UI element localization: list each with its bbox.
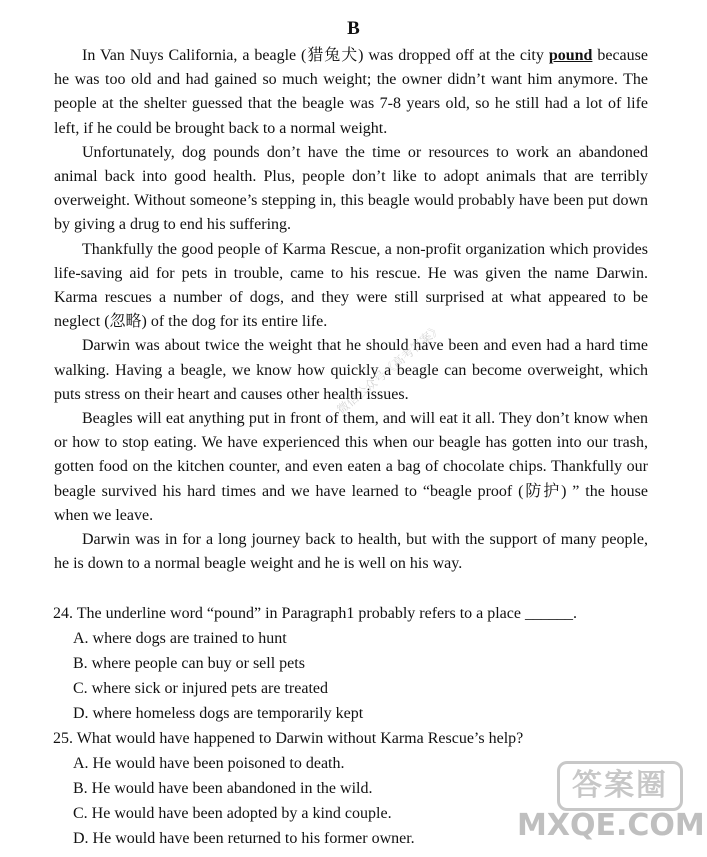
question-24 xyxy=(53,601,653,726)
option-a: A. He would have been poisoned to death. xyxy=(73,755,345,772)
question-stem: 24. The underline word “pound” in Paragraph1 probably refers to a place ______. xyxy=(53,605,577,622)
paragraph-1 xyxy=(54,44,648,141)
underlined-word-pound: pound xyxy=(548,47,593,64)
option-a: A. where dogs are trained to hunt xyxy=(73,630,287,647)
option-b: B. He would have been abandoned in the wild. xyxy=(73,780,373,797)
watermark-site-text: MXQE.COM xyxy=(517,808,705,843)
paragraph-1-start: In Van Nuys California, a beagle (猎兔犬) was dropped off at the city xyxy=(82,47,549,64)
paragraph-1-end: because he was too old and had gained so much weight; the owner didn’t want him anymore. The people at the shelter guessed that the beagle was 7-8 years old, so he still had a lot of life left, if he could be brought back to a normal weight. xyxy=(54,47,648,137)
section-title: B xyxy=(347,18,360,39)
option-c: C. where sick or injured pets are treated xyxy=(73,680,329,697)
option-b: B. where people can buy or sell pets xyxy=(73,655,305,672)
option-list xyxy=(53,626,653,726)
watermark-stamp: 微信公众号《高考答案》 xyxy=(334,321,445,418)
option-d: D. He would have been returned to his former owner. xyxy=(73,830,415,847)
paragraph-2: Unfortunately, dog pounds don’t have the time or resources to work an abandoned animal back into good health. Plus, people don’t like to adopt animals that are terribly overweight. Without someone’s stepping in, this beagle would probably have been put down by giving a drug to end his suffering. xyxy=(54,143,648,234)
paragraph-4: Darwin was about twice the weight that he should have been and even had a hard time walking. Having a beagle, we know how quickly a beagle can become overweight, which puts stress on their heart and causes other health issues. xyxy=(54,337,648,403)
paragraph-5: Beagles will eat anything put in front of them, and will eat it all. They don’t know when or how to stop eating. We have experienced this when our beagle has gotten into our trash, gotten food on the kitchen counter, and even eaten a bag of chocolate chips. Thankfully our beagle survived his hard times and we have learned to “beagle proof (防护) ” the house when we leave. xyxy=(54,410,648,524)
option-c: C. He would have been adopted by a kind couple. xyxy=(73,805,392,822)
question-stem: 25. What would have happened to Darwin without Karma Rescue’s help? xyxy=(53,730,524,747)
watermark-logo xyxy=(517,761,705,845)
watermark-logo-text: 答案圈 xyxy=(557,761,683,811)
paragraph-3: Thankfully the good people of Karma Rescue, a non-profit organization which provides life-saving aid for pets in trouble, came to his rescue. He was given the name Darwin. Karma rescues a number of dogs, and they were still surprised at what appeared to be neglect (忽略) of the dog for its entire life. xyxy=(54,240,648,331)
option-d: D. where homeless dogs are temporarily kept xyxy=(73,705,364,722)
paragraph-6: Darwin was in for a long journey back to health, but with the support of many people, he is down to a normal beagle weight and he is well on his way. xyxy=(54,531,648,573)
reading-passage xyxy=(54,44,648,576)
